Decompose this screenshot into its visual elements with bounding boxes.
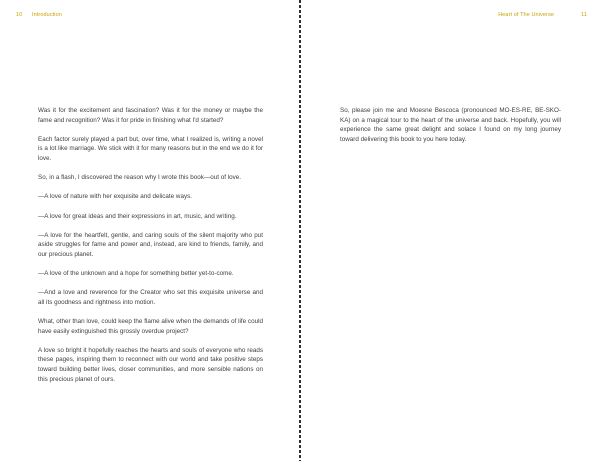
paragraph: —A love of the unknown and a hope for something better yet-to-come. <box>38 270 234 278</box>
paragraph: So, in a flash, I discovered the reason why I wrote this book—out of love. <box>38 174 242 182</box>
paragraph: —A love for great ideas and their expressions in art, music, and writing. <box>38 212 237 220</box>
paragraph: —A love of nature with her exquisite and delicate ways. <box>38 193 193 201</box>
paragraph: —And a love and reverence for the Creator who set this exquisite universe and all its goodness and rightness into motion. <box>38 289 263 306</box>
paragraph: So, please join me and Moesne Bescoca (pronounced MO-ES-RE, BE-SKO-KA) on a magical tour to the heart of the universe and back. Hopefully, you will experience the same great delight and solace I found on my long journey toward delivering this book to you here today. <box>340 107 561 143</box>
page-number: 11 <box>581 12 587 18</box>
paragraph: What, other than love, could keep the flame alive when the demands of life could have easily extinguished this grossly overdue project? <box>38 318 263 335</box>
book-spine <box>299 0 301 461</box>
body-text <box>340 106 561 154</box>
paragraph: Each factor surely played a part but, over time, what I realized is, writing a novel is a lot like marriage. We stick with it for many reasons but in the end we do it for love. <box>38 135 263 162</box>
left-page <box>0 0 296 461</box>
paragraph: A love so bright it hopefully reaches the hearts and souls of everyone who reads these pages, inspiring them to reconnect with our world and take positive steps toward building better lives, closer communities, and more sensible nations on this precious planet of ours. <box>38 346 263 383</box>
paragraph: —A love for the heartfelt, gentle, and caring souls of the silent majority who put aside struggles for fame and power and, instead, are kind to friends, family, and our precious planet. <box>38 231 263 258</box>
page-number: 10 <box>16 12 23 18</box>
right-page <box>304 0 600 461</box>
running-head: Heart of The Universe <box>498 12 554 18</box>
body-text <box>38 106 263 394</box>
running-head: Introduction <box>32 12 62 18</box>
paragraph: Was it for the excitement and fascination? Was it for the money or maybe the fame and recognition? Was it for pride in finishing what I'd started? <box>38 107 263 124</box>
